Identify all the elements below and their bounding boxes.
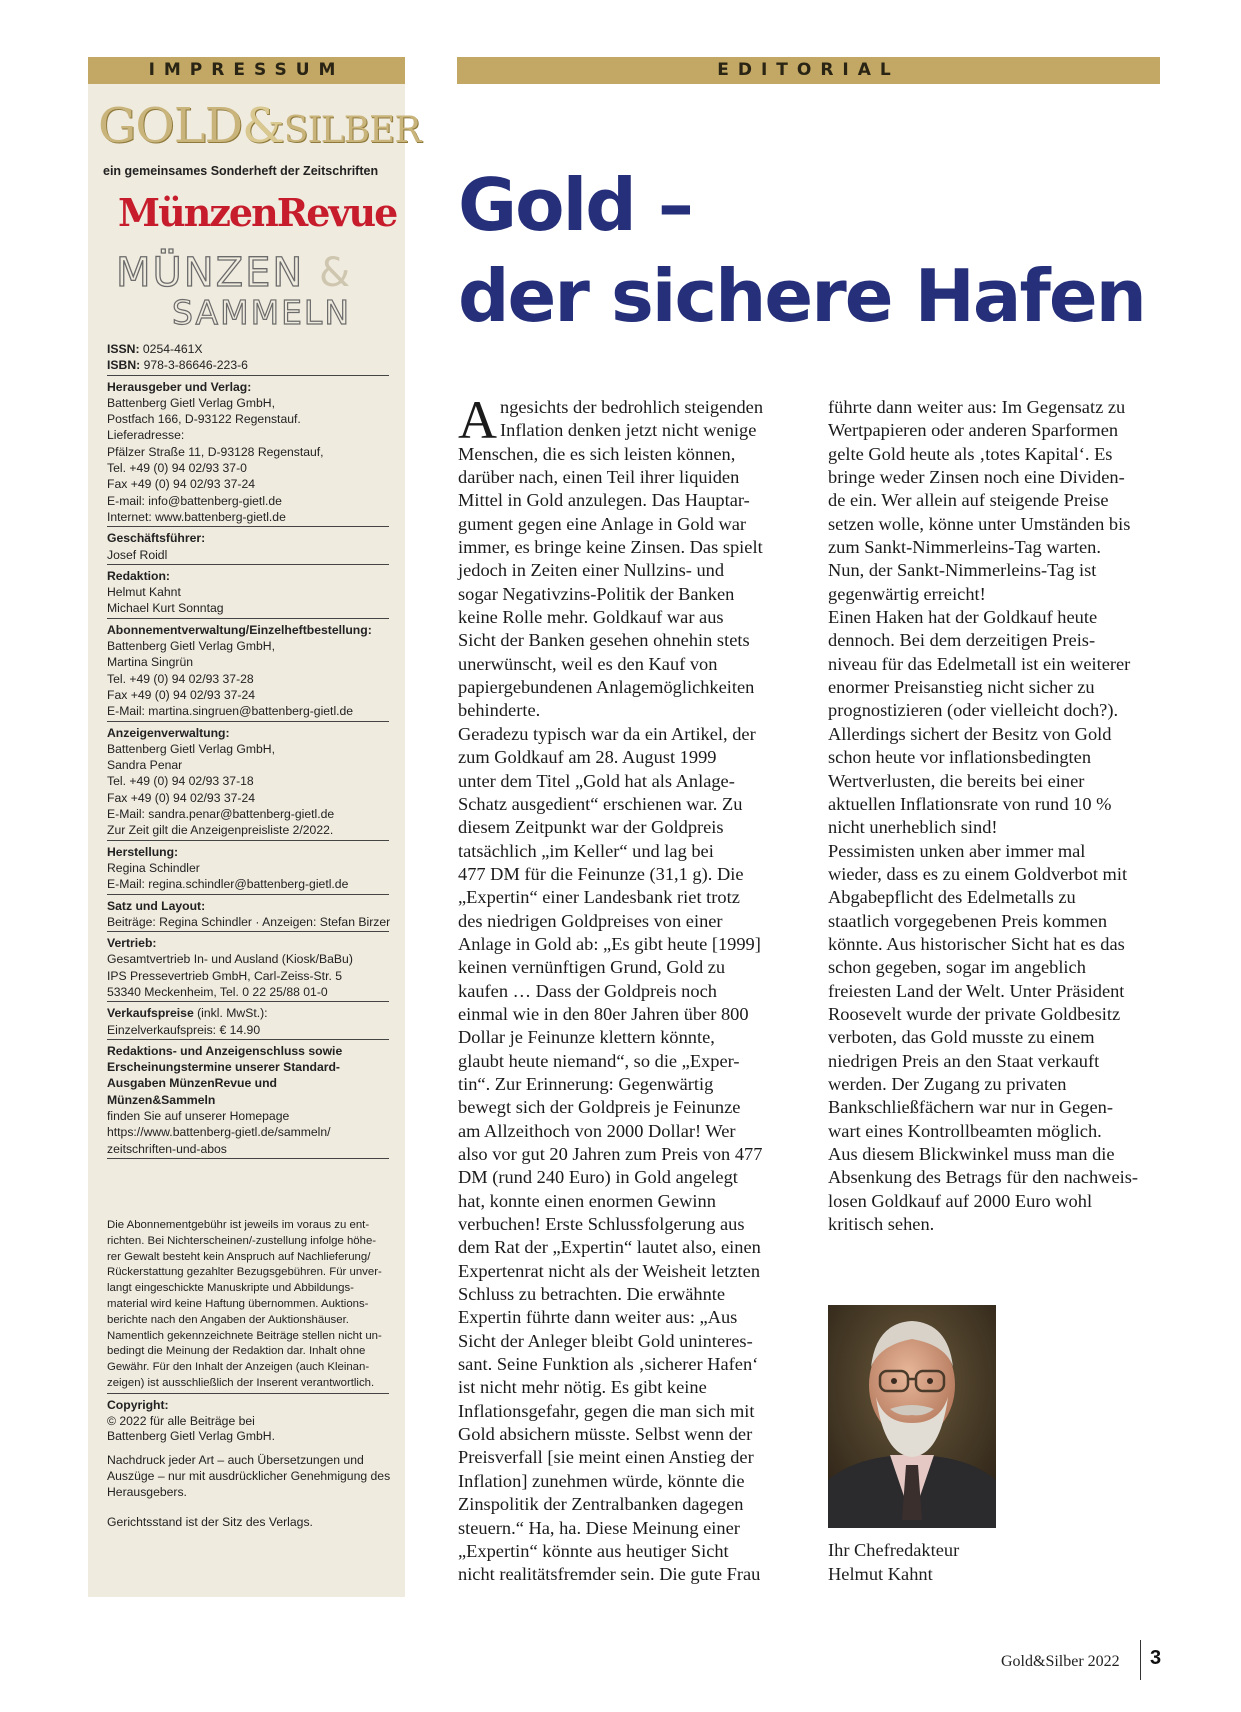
text-line: dennoch. Bei dem derzeitigen Preis-: [828, 630, 1096, 651]
article-column-1: [458, 390, 803, 1587]
text-line: „Expertin“ könnte aus heutiger Sicht: [458, 1540, 729, 1561]
text-line: Martina Singrün: [107, 655, 194, 670]
text-line: steuern.“ Ha, ha. Diese Meinung einer: [458, 1517, 740, 1538]
text-line: nicht unerheblich sind!: [828, 817, 998, 838]
text-line: Dollar je Feinunze klettern könnte,: [458, 1027, 715, 1048]
text-line: gelte Gold heute als ‚totes Kapital‘. Es: [828, 443, 1113, 464]
text-line: freiesten Land der Welt. Unter Präsident: [828, 980, 1125, 1001]
text-line: de ein. Wer allein auf steigende Preise: [828, 490, 1109, 511]
text-line: am Allzeithoch von 2000 Dollar! Wer: [458, 1120, 736, 1141]
text-line: Battenberg Gietl Verlag GmbH,: [107, 639, 275, 654]
text-line: Allerdings sichert der Besitz von Gold: [828, 723, 1112, 744]
tagline: ein gemeinsames Sonderheft der Zeitschriften: [103, 164, 379, 178]
text-line: aktuellen Inflationsrate von rund 10 %: [828, 793, 1112, 814]
headline-line-1: Gold –: [458, 163, 692, 247]
text-line: Tel. +49 (0) 94 02/93 37-28: [107, 671, 254, 686]
text-line: jedoch in Zeiten einer Nullzins- und: [458, 560, 725, 581]
text-line: Mittel in Gold anzulegen. Das Hauptar-: [458, 490, 750, 511]
text-line: Battenberg Gietl Verlag GmbH,: [107, 741, 275, 756]
text-line: Münzen&Sammeln: [107, 1092, 216, 1107]
text-line: bedingt die Meinung der Redaktion dar. Inhalt ohne: [107, 1345, 366, 1358]
text-line: Zur Zeit gilt die Anzeigenpreisliste 2/2022.: [107, 823, 334, 838]
text-line: Zinspolitik der Zentralbanken dagegen: [458, 1494, 744, 1515]
text-line: Expertin führte dann weiter aus: „Aus: [458, 1307, 738, 1328]
text-line: Postfach 166, D-93122 Regenstauf.: [107, 412, 301, 427]
jurisdiction: Gerichtsstand ist der Sitz des Verlags.: [107, 1514, 313, 1529]
text-line: rer Gewalt besteht kein Anspruch auf Nachlieferung/: [107, 1250, 371, 1263]
text-line: Herausgebers.: [107, 1484, 187, 1499]
managing-director-block: Geschäftsführer: Josef Roidl: [107, 530, 389, 565]
publisher-block: Herausgeber und Verlag: Battenberg Gietl Verlag GmbH, Postfach 166, D-93122 Regenstauf. Lieferadresse: Pfälzer Straße 11, D-93128 Regenstauf, Tel. +49 (0) 94 02/93 37-0 Fax +49 (0) 94 02/93 37-24 E-mail: info@battenberg-gietl.de Internet: www.battenberg-gietl.de: [107, 379, 389, 528]
text-line: Fax +49 (0) 94 02/93 37-24: [107, 687, 256, 702]
text-line: Schluss zu betrachten. Die erwähnte: [458, 1284, 726, 1305]
text-line: sant. Seine Funktion als ‚sicherer Hafen‘: [458, 1354, 759, 1375]
text-line: 477 DM für die Feinunze (31,1 g). Die: [458, 863, 744, 884]
text-line: Schatz ausgedient“ erschienen war. Zu: [458, 793, 743, 814]
text-line: schon gegeben, sogar im angeblich: [828, 957, 1086, 978]
text-line: enormer Preisanstieg nicht sicher zu: [828, 677, 1095, 698]
text-line: Erscheinungstermine unserer Standard-: [107, 1060, 340, 1075]
legal-notice: [107, 1218, 389, 1530]
text-line: wieder, dass es zu einem Goldverbot mit: [828, 863, 1128, 884]
text-line: Gewähr. Für den Inhalt der Anzeigen (auch Kleinan-: [107, 1361, 370, 1374]
text-line: Anlage in Gold ab: „Es gibt heute [1999]: [458, 933, 761, 954]
text-line: Tel. +49 (0) 94 02/93 37-18: [107, 774, 254, 789]
text-line: Tel. +49 (0) 94 02/93 37-0: [107, 461, 247, 476]
editor-portrait-photo: [828, 1305, 996, 1528]
text-line: material wird keine Haftung übernommen. Auktions-: [107, 1297, 369, 1310]
text-line: ist nicht mehr nötig. Es gibt keine: [458, 1377, 707, 1398]
impressum-header: IMPRESSUM: [88, 57, 405, 84]
text-line: langt eingeschickte Manuskripte und Abbildungs-: [107, 1282, 354, 1295]
text-line: finden Sie auf unserer Homepage: [107, 1109, 290, 1124]
page-number: 3: [1150, 1647, 1162, 1669]
price-block: Verkaufspreise (inkl. MwSt.): Einzelverkaufspreis: € 14.90: [107, 1005, 389, 1040]
text-line: Rückerstattung gezahlter Bezugsgebühren. Für unver-: [107, 1266, 382, 1279]
text-line: Nun, der Sankt-Nimmerleins-Tag ist: [828, 560, 1097, 581]
text-line: Aus diesem Blickwinkel muss man die: [828, 1144, 1115, 1164]
text-line: Inflation] zunehmen würde, könnte die: [458, 1470, 745, 1491]
article-column-2: [828, 396, 1173, 1236]
text-line: Pfälzer Straße 11, D-93128 Regenstauf,: [107, 444, 324, 459]
text-line: schon heute vor inflationsbedingten: [828, 747, 1092, 768]
text-line: gegenwärtig erreicht!: [828, 583, 986, 604]
text-line: „Expertin“ einer Landesbank riet trotz: [458, 887, 740, 908]
muenzen-sammeln-logo: MÜNZEN &: [116, 250, 353, 296]
text-line: Battenberg Gietl Verlag GmbH,: [107, 395, 275, 410]
text-line: des niedrigen Goldpreises von einer: [458, 910, 723, 931]
portrait-caption: Ihr Chefredakteur Helmut Kahnt: [828, 1540, 960, 1584]
text-line: Menschen, die es sich leisten können,: [458, 443, 736, 464]
text-line: verbuchen! Erste Schlussfolgerung aus: [458, 1214, 745, 1235]
text-line: Expertenrat nicht als der Weisheit letzten: [458, 1260, 761, 1281]
gold-silber-logo: GOLD&SILBER: [98, 98, 421, 154]
editorial-header: EDITORIAL: [457, 57, 1160, 84]
text-line: gument gegen eine Anlage in Gold war: [458, 513, 747, 534]
text-line: tatsächlich „im Keller“ und lag bei: [458, 840, 714, 861]
editorial-staff-block: Redaktion: Helmut Kahnt Michael Kurt Sonntag: [107, 568, 389, 619]
subscriptions-block: Abonnementverwaltung/Einzelheftbestellung: Battenberg Gietl Verlag GmbH, Martina Singrün Tel. +49 (0) 94 02/93 37-28 Fax +49 (0) 94 02/93 37-24 E-Mail: martina.singruen@battenberg-gietl.de: [107, 622, 389, 722]
text-line: führte dann weiter aus: Im Gegensatz zu: [828, 397, 1126, 417]
text-line: Helmut Kahnt: [107, 585, 181, 600]
text-line: keine Rolle mehr. Goldkauf war aus: [458, 607, 724, 628]
text-line: hat, konnte einen enormen Gewinn: [458, 1190, 716, 1211]
text-line: Internet: www.battenberg-gietl.de: [107, 509, 286, 524]
issn-block: ISSN: 0254-461X ISBN: 978-3-86646-223-6: [107, 341, 389, 376]
text-line: Sandra Penar: [107, 758, 183, 773]
text-line: nicht realitätsfremder sein. Die gute Frau: [458, 1564, 761, 1585]
headline-line-2: der sichere Hafen: [458, 254, 1145, 338]
text-line: behinderte.: [458, 700, 541, 721]
text-line: berichte nach den Angaben der Auktionshäuser.: [107, 1313, 349, 1326]
text-line: Sicht der Banken gesehen ohnehin stets: [458, 630, 750, 651]
text-line: Ausgaben MünzenRevue und: [107, 1076, 277, 1091]
text-line: © 2022 für alle Beiträge bei: [107, 1413, 255, 1428]
text-line: Inflationsgefahr, gegen die man sich mit: [458, 1400, 755, 1421]
text-line: Abgabepflicht des Edelmetalls zu: [828, 887, 1076, 908]
text-line: E-Mail: regina.schindler@battenberg-gietl.de: [107, 877, 349, 892]
text-line: Sicht der Anleger bleibt Gold uninteres-: [458, 1330, 753, 1351]
text-line: kaufen … Dass der Goldpreis noch: [458, 980, 717, 1001]
text-line: Inflation denken jetzt nicht wenige: [500, 420, 757, 441]
layout-block: Satz und Layout: Beiträge: Regina Schindler · Anzeigen: Stefan Birzer: [107, 898, 389, 933]
text-line: E-mail: info@battenberg-gietl.de: [107, 493, 282, 508]
text-line: glaubt heute niemand“, so die „Exper-: [458, 1050, 740, 1071]
text-line: Bankschließfächern war nur in Gegen-: [828, 1097, 1113, 1118]
text-line: zum Sankt-Nimmerleins-Tag warten.: [828, 537, 1101, 558]
text-line: verboten, das Gold musste zu einem: [828, 1027, 1095, 1048]
text-line: bringe weder Zinsen noch eine Dividen-: [828, 467, 1125, 488]
text-line: niveau für das Edelmetall ist ein weiterer: [828, 653, 1131, 674]
text-line: Preisverfall [sie meint einen Anstieg der: [458, 1447, 754, 1468]
text-line: immer, es bringe keine Zinsen. Das spielt: [458, 537, 763, 558]
text-line: Josef Roidl: [107, 547, 168, 562]
headline: [458, 160, 1178, 342]
ads-block: Anzeigenverwaltung: Battenberg Gietl Verlag GmbH, Sandra Penar Tel. +49 (0) 94 02/93 37-18 Fax +49 (0) 94 02/93 37-24 E-Mail: sandra.penar@battenberg-gietl.de Zur Zeit gilt die Anzeigenpreisliste 2/2022.: [107, 725, 389, 841]
text-line: wart eines Kontrollbeamten möglich.: [828, 1120, 1102, 1141]
production-block: Herstellung: Regina Schindler E-Mail: regina.schindler@battenberg-gietl.de: [107, 844, 389, 895]
text-line: Roosevelt wurde der private Goldbesitz: [828, 1003, 1121, 1024]
text-line: Einzelverkaufspreis: € 14.90: [107, 1022, 261, 1037]
distribution-block: Vertrieb: Gesamtvertrieb In- und Ausland (Kiosk/BaBu) IPS Pressevertrieb GmbH, Carl-Zeiss-Str. 5 53340 Meckenheim, Tel. 0 22 25/88 01-0: [107, 935, 389, 1002]
text-line: Michael Kurt Sonntag: [107, 601, 224, 616]
deadline-block: [107, 1043, 389, 1159]
text-line: Namentlich gekennzeichnete Beiträge stellen nicht un-: [107, 1329, 382, 1342]
footer-magazine-title: Gold&Silber 2022: [1001, 1653, 1120, 1670]
text-line: Battenberg Gietl Verlag GmbH.: [107, 1429, 275, 1444]
text-line: 53340 Meckenheim, Tel. 0 22 25/88 01-0: [107, 984, 328, 999]
text-line: dem Rat der „Expertin“ lautet also, einen: [458, 1237, 761, 1258]
text-line: diesem Zeitpunkt war der Goldpreis: [458, 817, 724, 838]
text-line: E-Mail: sandra.penar@battenberg-gietl.de: [107, 807, 335, 822]
text-line: losen Goldkauf auf 2000 Euro wohl: [828, 1190, 1093, 1211]
text-line: unter dem Titel „Gold hat als Anlage-: [458, 770, 735, 791]
text-line: werden. Der Zugang zu privaten: [828, 1073, 1067, 1094]
text-line: Gesamtvertrieb In- und Ausland (Kiosk/BaBu): [107, 952, 353, 967]
text-line: zeitschriften-und-abos: [107, 1141, 227, 1156]
text-line: Fax +49 (0) 94 02/93 37-24: [107, 790, 256, 805]
text-line: darüber nach, einen Teil ihrer liquiden: [458, 467, 740, 488]
text-line: papiergebundenen Anlagemöglichkeiten: [458, 677, 755, 698]
text-line: keinen vernünftigen Grund, Gold zu: [458, 957, 726, 978]
text-line: einmal wie in den 80er Jahren über 800: [458, 1003, 749, 1024]
impressum-details: [107, 341, 389, 1162]
text-line: Wertverlusten, die bereits bei einer: [828, 770, 1085, 791]
muenzen-sammeln-logo-line2: SAMMELN: [172, 293, 351, 332]
text-line: zeigen) ist ausschließlich der Inserent verantwortlich.: [107, 1376, 375, 1389]
text-line: Absenkung des Betrags für den nachweis-: [828, 1167, 1139, 1188]
text-line: also vor gut 20 Jahren zum Preis von 477: [458, 1144, 763, 1164]
drop-cap: A: [458, 390, 497, 450]
text-line: Nachdruck jeder Art – auch Übersetzungen und: [107, 1453, 364, 1468]
text-line: Pessimisten unken aber immer mal: [828, 840, 1086, 861]
text-line: Gold absichern müsste. Selbst wenn der: [458, 1424, 753, 1445]
copyright-heading: Copyright:: [107, 1397, 169, 1412]
text-line: Beiträge: Regina Schindler · Anzeigen: Stefan Birzer: [107, 914, 391, 929]
text-line: IPS Pressevertrieb GmbH, Carl-Zeiss-Str. 5: [107, 968, 343, 983]
text-line: unerwünscht, weil es den Kauf von: [458, 653, 718, 674]
text-line: setzen wolle, könne unter Umständen bis: [828, 513, 1131, 534]
text-line: bewegt sich der Goldpreis je Feinunze: [458, 1097, 741, 1118]
text-line: prognostizieren (oder vielleicht doch?).: [828, 700, 1119, 721]
footer-divider: [1140, 1640, 1141, 1680]
text-line: Fax +49 (0) 94 02/93 37-24: [107, 477, 256, 492]
text-line: Redaktions- und Anzeigenschluss sowie: [107, 1043, 343, 1058]
text-line: richten. Bei Nichterscheinen/-zustellung infolge höhe-: [107, 1234, 377, 1247]
text-line: zum Goldkauf am 28. August 1999: [458, 747, 717, 768]
text-line: niedrigen Preis an den Staat verkauft: [828, 1050, 1100, 1071]
text-line: kritisch sehen.: [828, 1214, 935, 1235]
text-line: E-Mail: martina.singruen@battenberg-gietl.de: [107, 704, 354, 719]
text-line: ngesichts der bedrohlich steigenden: [500, 397, 764, 417]
text-line: Regina Schindler: [107, 860, 200, 875]
text-line: könnte. Aus historischer Sicht hat es das: [828, 933, 1125, 954]
text-line: Auszüge – nur mit ausdrücklicher Genehmigung des: [107, 1468, 391, 1483]
muenzenrevue-logo: MünzenRevue: [118, 190, 397, 235]
text-line: Lieferadresse:: [107, 428, 185, 443]
text-line: https://www.battenberg-gietl.de/sammeln/: [107, 1125, 331, 1140]
text-line: sogar Negativzins-Politik der Banken: [458, 583, 735, 604]
text-line: Einen Haken hat der Goldkauf heute: [828, 607, 1098, 628]
text-line: tin“. Zur Erinnerung: Gegenwärtig: [458, 1073, 714, 1094]
text-line: Die Abonnementgebühr ist jeweils im voraus zu ent-: [107, 1219, 370, 1231]
text-line: staatlich vorgegebenen Preis kommen: [828, 910, 1108, 931]
text-line: DM (rund 240 Euro) in Gold angelegt: [458, 1167, 738, 1188]
text-line: Wertpapieren oder anderen Sparformen: [828, 420, 1119, 441]
text-line: Geradezu typisch war da ein Artikel, der: [458, 723, 756, 744]
